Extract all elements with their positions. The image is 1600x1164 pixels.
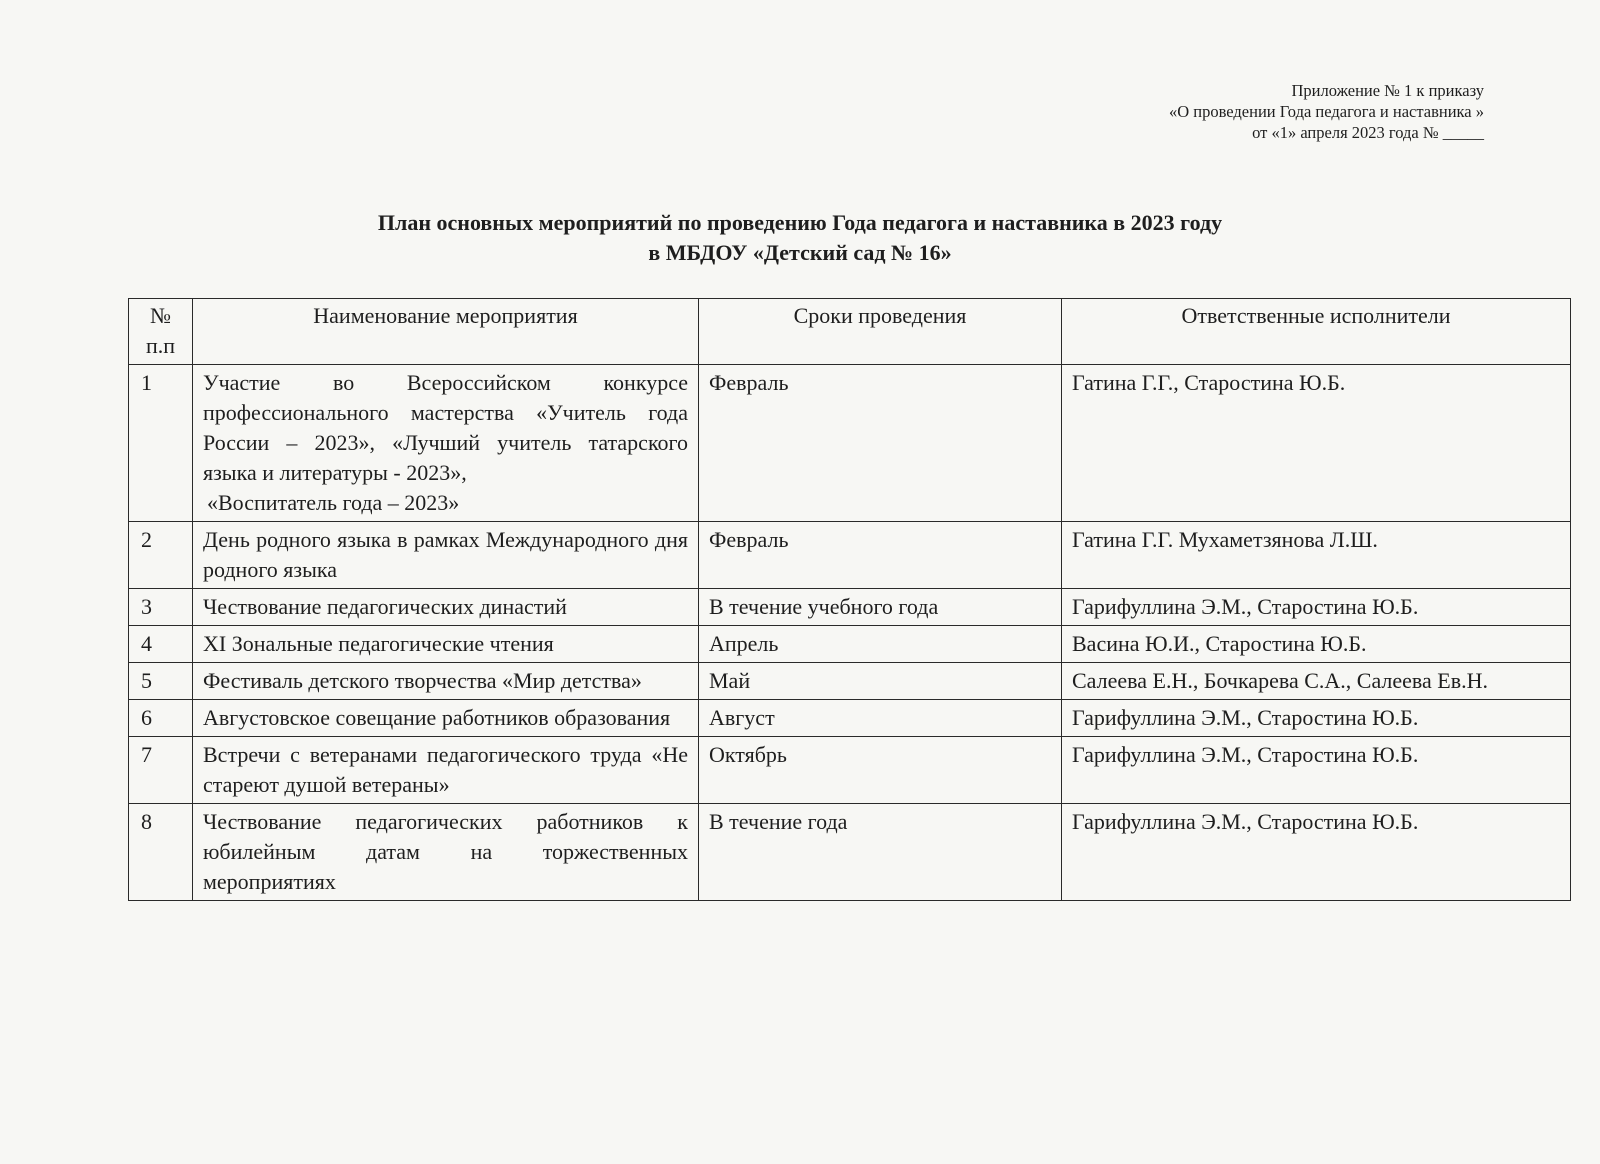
row-num: 4 — [129, 626, 193, 663]
row-num: 7 — [129, 737, 193, 804]
row-event-name: Фестиваль детского творчества «Мир детства» — [193, 663, 699, 700]
row-event-name: XI Зональные педагогические чтения — [193, 626, 699, 663]
row-responsible: Гарифуллина Э.М., Старостина Ю.Б. — [1062, 589, 1571, 626]
row-dates: Февраль — [699, 365, 1062, 522]
row-event-name: Чествование педагогических династий — [193, 589, 699, 626]
row-dates: В течение года — [699, 804, 1062, 901]
row-dates: Август — [699, 700, 1062, 737]
row-event-name-extra: «Воспитатель года – 2023» — [207, 490, 460, 515]
row-dates: Октябрь — [699, 737, 1062, 804]
table-header-row — [129, 299, 1571, 365]
table-row — [129, 626, 1571, 663]
row-responsible: Васина Ю.И., Старостина Ю.Б. — [1062, 626, 1571, 663]
row-event-name-main: Участие во Всероссийском конкурсе профессионального мастерства «Учитель года России – 2023», «Лучший учитель татарского языка и литературы - 2023», — [203, 370, 688, 485]
header-num: № п.п — [129, 299, 193, 365]
row-responsible: Гарифуллина Э.М., Старостина Ю.Б. — [1062, 700, 1571, 737]
table-row — [129, 522, 1571, 589]
row-num: 2 — [129, 522, 193, 589]
row-num: 3 — [129, 589, 193, 626]
table-row — [129, 737, 1571, 804]
events-plan-table — [128, 298, 1571, 901]
table-row — [129, 663, 1571, 700]
row-event-name: Чествование педагогических работников к юбилейным датам на торжественных мероприятиях — [193, 804, 699, 901]
row-dates: В течение учебного года — [699, 589, 1062, 626]
row-responsible: Гатина Г.Г., Старостина Ю.Б. — [1062, 365, 1571, 522]
row-responsible: Салеева Е.Н., Бочкарева С.А., Салеева Ев.Н. — [1062, 663, 1571, 700]
row-num: 1 — [129, 365, 193, 522]
row-dates: Февраль — [699, 522, 1062, 589]
table-row — [129, 589, 1571, 626]
row-responsible: Гатина Г.Г. Мухаметзянова Л.Ш. — [1062, 522, 1571, 589]
row-event-name: День родного языка в рамках Международного дня родного языка — [193, 522, 699, 589]
appendix-line-2: «О проведении Года педагога и наставника » — [1168, 102, 1484, 121]
title-line-2: в МБДОУ «Детский сад № 16» — [648, 240, 952, 265]
row-event-name: Августовское совещание работников образования — [193, 700, 699, 737]
table-row — [129, 804, 1571, 901]
row-num: 6 — [129, 700, 193, 737]
title-line-1: План основных мероприятий по проведению Года педагога и наставника в 2023 году — [377, 210, 1223, 235]
appendix-line-3: от «1» апреля 2023 года № _____ — [1252, 123, 1484, 142]
appendix-line-1: Приложение № 1 к приказу — [1291, 81, 1484, 100]
row-num: 8 — [129, 804, 193, 901]
row-dates: Апрель — [699, 626, 1062, 663]
row-dates: Май — [699, 663, 1062, 700]
row-responsible: Гарифуллина Э.М., Старостина Ю.Б. — [1062, 737, 1571, 804]
document-title — [0, 208, 1600, 268]
appendix-note — [1169, 80, 1484, 143]
header-name: Наименование мероприятия — [193, 299, 699, 365]
header-dates: Сроки проведения — [699, 299, 1062, 365]
row-event-name — [193, 365, 699, 522]
row-event-name: Встречи с ветеранами педагогического труда «Не стареют душой ветераны» — [193, 737, 699, 804]
header-responsible: Ответственные исполнители — [1062, 299, 1571, 365]
table-row — [129, 365, 1571, 522]
table-row — [129, 700, 1571, 737]
row-responsible: Гарифуллина Э.М., Старостина Ю.Б. — [1062, 804, 1571, 901]
row-num: 5 — [129, 663, 193, 700]
